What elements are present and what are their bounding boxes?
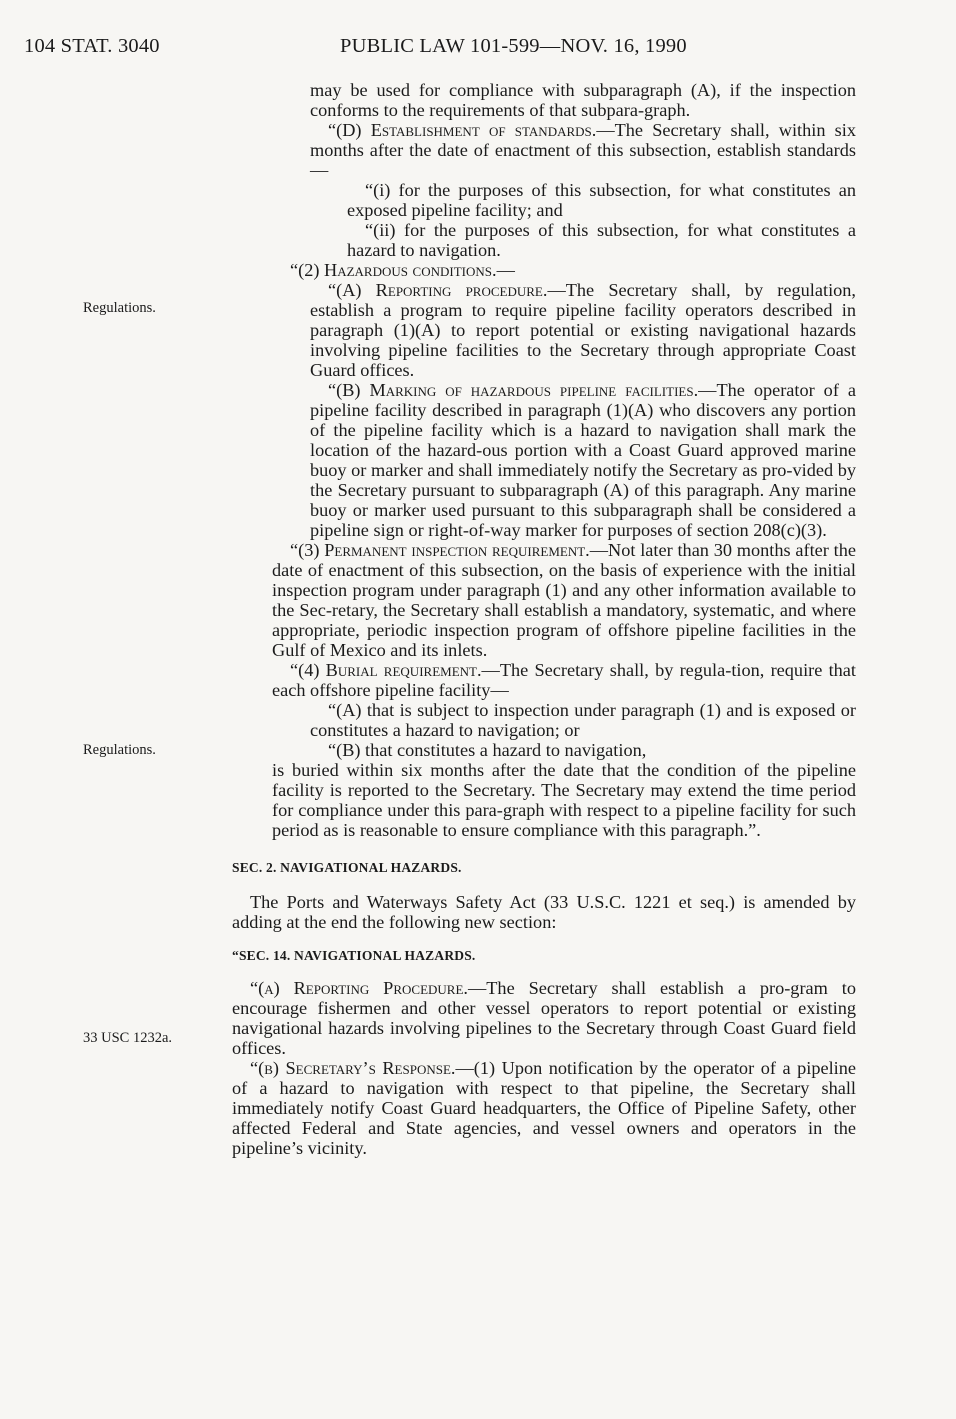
paragraph-heading: “(4) Burial requirement. — [290, 660, 482, 680]
statute-text — [232, 80, 856, 1158]
subsection-a: “(a) Reporting Procedure.—The Secretary shall establish a pro-gram to encourage fishermen and other vessel operators to report potential or existing navigational hazards involving pipelines to the Secretary through Coast Guard field offices. — [232, 978, 856, 1058]
paragraph-2-heading: “(2) Hazardous conditions.— — [290, 260, 515, 280]
paragraph-3: “(3) Permanent inspection requirement.—Not later than 30 months after the date of enactment of this subsection, on the basis of experience with the initial inspection program under paragraph (1) and any other information available to the Sec-retary, the Secretary shall establish a mandatory, systematic, and where appropriate, periodic inspection program of offshore pipeline facilities in the Gulf of Mexico and its inlets. — [272, 540, 857, 660]
running-head: PUBLIC LAW 101-599—NOV. 16, 1990 — [340, 35, 687, 57]
subsection-heading: “(b) Secretary’s Response. — [250, 1058, 456, 1078]
subparagraph-heading: “(D) Establishment of standards. — [328, 120, 597, 140]
subparagraph-4b: “(B) that constitutes a hazard to navigation, — [328, 740, 647, 760]
section-heading: “SEC. 14. NAVIGATIONAL HAZARDS. — [232, 948, 476, 963]
clause-i: “(i) for the purposes of this subsection, for what constitutes an exposed pipeline facility; and — [347, 180, 856, 220]
paragraph-4-closing: is buried within six months after the date that the condition of the pipeline facility is reported to the Secretary. The Secretary may extend the time period for compliance under this para-graph with respect to a pipeline facility for such period as is reasonable to ensure compliance with this paragraph.”. — [272, 760, 856, 840]
margin-note-regulations: Regulations. — [83, 300, 156, 316]
subparagraph-heading: “(A) Reporting procedure. — [328, 280, 548, 300]
margin-note-usc-citation: 33 USC 1232a. — [83, 1030, 173, 1046]
stat-page-number: 104 STAT. 3040 — [24, 35, 160, 57]
subparagraph-a: “(A) Reporting procedure.—The Secretary shall, by regulation, establish a program to require pipeline facility operators described in paragraph (1)(A) to report potential or existing navigational hazards involving pipeline facilities to the Secretary through appropriate Coast Guard offices. — [310, 280, 856, 380]
subsection-heading: “(a) Reporting Procedure. — [250, 978, 468, 998]
subsection-b: “(b) Secretary’s Response.—(1) Upon notification by the operator of a pipeline of a hazard to navigation with respect to that pipeline, the Secretary shall immediately notify Coast Guard headquarters, the Office of Pipeline Safety, other affected Federal and State agencies, and vessel owners and operators in the pipeline’s vicinity. — [232, 1058, 856, 1158]
paragraph-heading: “(3) Permanent inspection requirement. — [290, 540, 590, 560]
paragraph: may be used for compliance with subparagraph (A), if the inspection conforms to the requirements of that subpara-graph. — [310, 80, 856, 120]
section-2-body: The Ports and Waterways Safety Act (33 U.S.C. 1221 et seq.) is amended by adding at the end the following new section: — [232, 892, 856, 932]
clause-ii: “(ii) for the purposes of this subsection, for what constitutes a hazard to navigation. — [347, 220, 856, 260]
subparagraph-b: “(B) Marking of hazardous pipeline facilities.—The operator of a pipeline facility described in paragraph (1)(A) who discovers any portion of the pipeline facility which is a hazard to navigation shall mark the location of the hazard-ous portion with a Coast Guard approved marine buoy or marker and shall immediately notify the Secretary as pro-vided by the Secretary pursuant to subparagraph (A) of this paragraph. Any marine buoy or marker used pursuant to this subparagraph shall be considered a pipeline sign or right-of-way marker for purposes of section 208(c)(3). — [310, 380, 856, 540]
margin-note-regulations: Regulations. — [83, 742, 156, 758]
subparagraph-d: “(D) Establishment of standards.—The Secretary shall, within six months after the date of enactment of this subsection, establish standards— — [310, 120, 857, 180]
subparagraph-heading: “(B) Marking of hazardous pipeline facilities. — [328, 380, 699, 400]
paragraph-4: “(4) Burial requirement.—The Secretary shall, by regula-tion, require that each offshore pipeline facility— — [272, 660, 856, 700]
section-heading: SEC. 2. NAVIGATIONAL HAZARDS. — [232, 860, 462, 875]
subparagraph-4a: “(A) that is subject to inspection under paragraph (1) and is exposed or constitutes a hazard to navigation; or — [310, 700, 856, 740]
